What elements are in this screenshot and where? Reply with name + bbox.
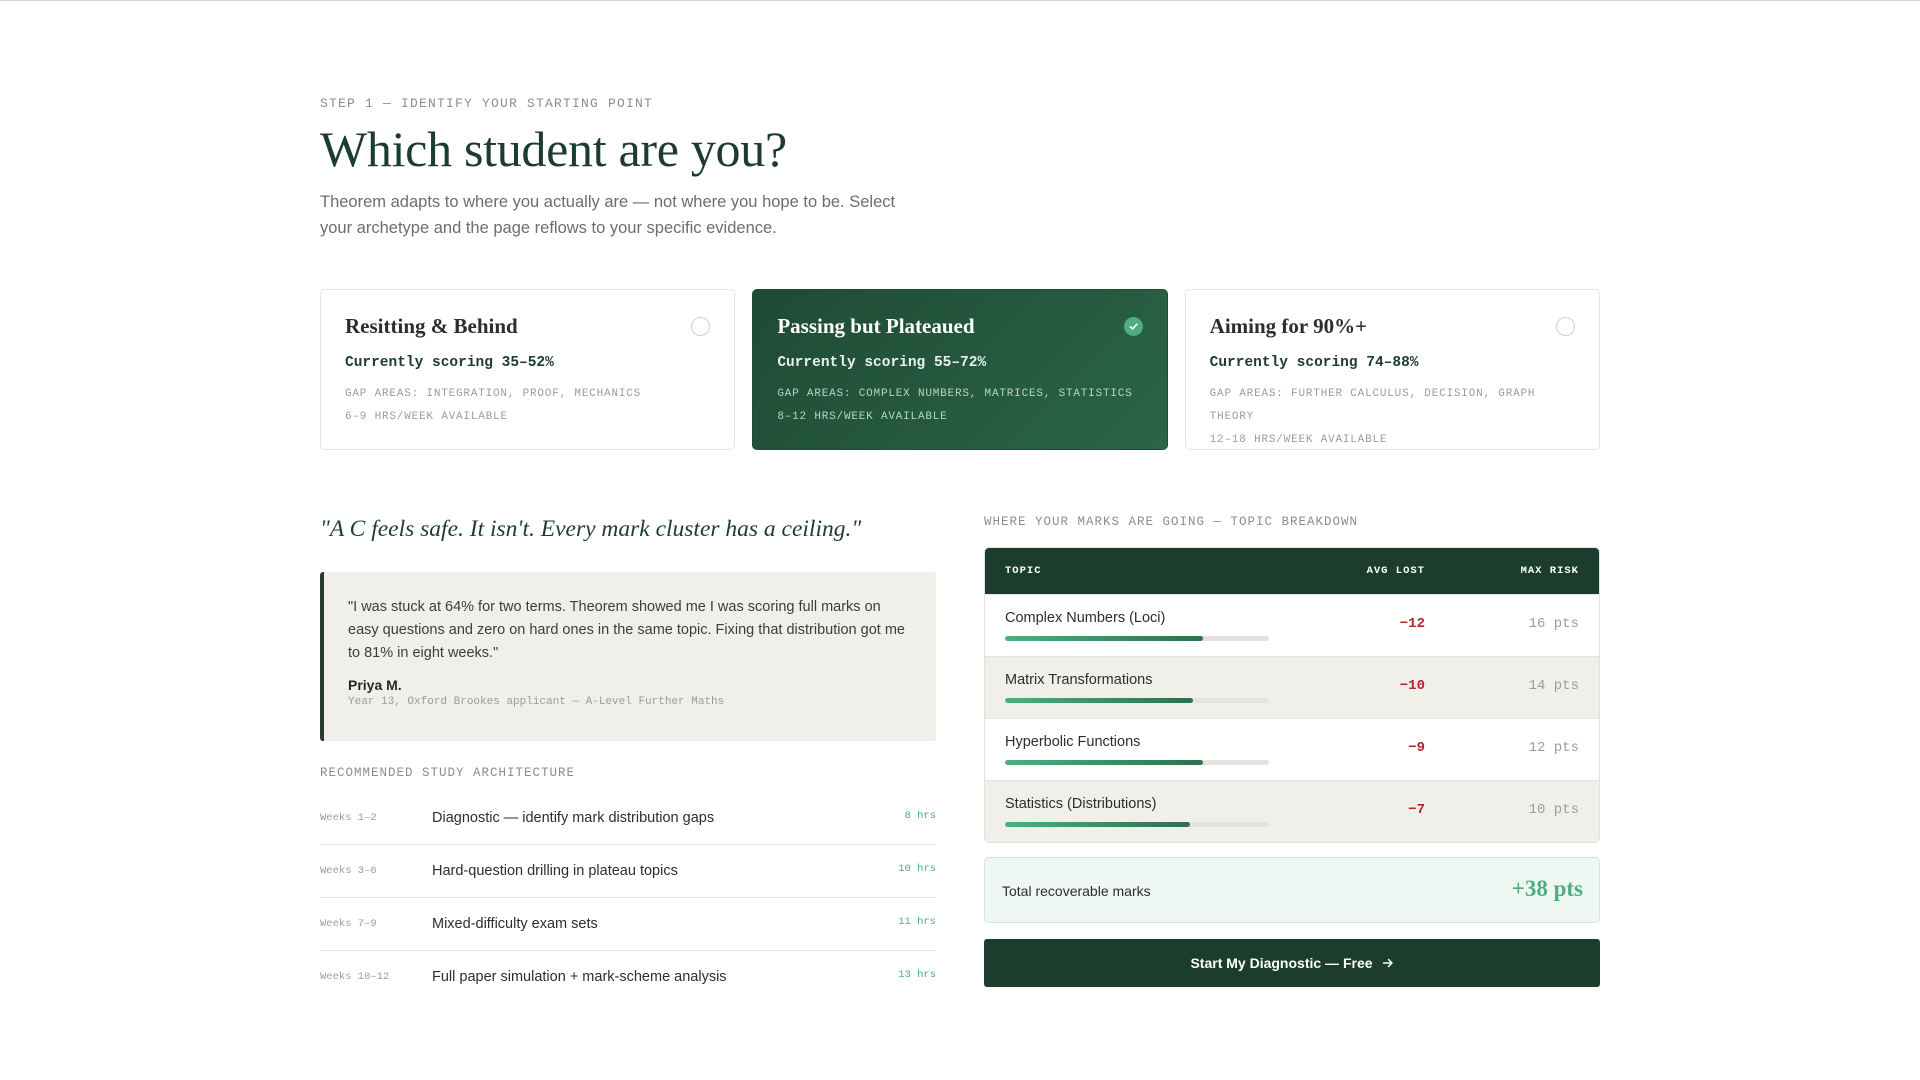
testimonial-card	[320, 572, 936, 741]
total-recoverable-box	[984, 857, 1600, 923]
list-item	[320, 845, 936, 898]
table-row	[985, 780, 1599, 842]
phase-hours: 10 hrs	[898, 863, 936, 875]
total-value: +38 pts	[1511, 876, 1583, 901]
archetype-score: Currently scoring 55–72%	[777, 355, 987, 371]
max-risk-value: 10 pts	[1528, 802, 1579, 818]
archetype-gaps: GAP AREAS: FURTHER CALCULUS, DECISION, GRAPH THEORY	[1209, 388, 1536, 423]
avg-lost-value: −9	[1408, 740, 1425, 756]
avg-lost-value: −10	[1399, 678, 1425, 694]
column-header-avg-lost: AVG LOST	[1366, 565, 1425, 577]
radio-unchecked-icon[interactable]	[1556, 317, 1575, 336]
archetype-card-plateaued[interactable]	[752, 289, 1167, 450]
archetype-hours: 8–12 HRS/WEEK AVAILABLE	[777, 411, 948, 423]
weeks-label: Weeks 1–2	[320, 812, 377, 824]
topic-breakdown-table	[984, 547, 1600, 843]
weeks-label: Weeks 3–6	[320, 865, 377, 877]
phase-description: Mixed-difficulty exam sets	[432, 916, 598, 932]
testimonial-author: Priya M.	[348, 677, 402, 693]
archetype-card-resitting[interactable]	[320, 289, 735, 450]
breakdown-title: WHERE YOUR MARKS ARE GOING — TOPIC BREAKDOWN	[984, 515, 1359, 529]
archetype-card-aiming[interactable]	[1185, 289, 1600, 450]
study-architecture-title: RECOMMENDED STUDY ARCHITECTURE	[320, 766, 576, 780]
loss-bar	[1005, 636, 1269, 641]
topic-name: Complex Numbers (Loci)	[1005, 610, 1166, 626]
archetype-hours: 12–18 HRS/WEEK AVAILABLE	[1209, 434, 1388, 446]
study-architecture-list	[320, 792, 936, 1004]
loss-bar-fill	[1005, 822, 1190, 827]
table-row	[985, 718, 1599, 780]
avg-lost-value: −7	[1408, 802, 1425, 818]
step-label: STEP 1 — IDENTIFY YOUR STARTING POINT	[320, 96, 654, 111]
loss-bar-fill	[1005, 760, 1203, 765]
table-row	[985, 594, 1599, 656]
phase-description: Hard-question drilling in plateau topics	[432, 863, 678, 879]
archetype-title: Resitting & Behind	[345, 314, 518, 338]
phase-hours: 13 hrs	[898, 969, 936, 981]
max-risk-value: 16 pts	[1528, 616, 1579, 632]
table-row	[985, 656, 1599, 718]
total-label: Total recoverable marks	[1002, 883, 1151, 899]
archetype-hours: 6–9 HRS/WEEK AVAILABLE	[345, 411, 508, 423]
loss-bar-fill	[1005, 636, 1203, 641]
phase-description: Diagnostic — identify mark distribution gaps	[432, 810, 715, 826]
top-divider	[0, 0, 1920, 1]
loss-bar	[1005, 760, 1269, 765]
phase-hours: 8 hrs	[904, 810, 936, 822]
check-circle-icon[interactable]	[1124, 317, 1143, 336]
phase-hours: 11 hrs	[898, 916, 936, 928]
archetype-gaps: GAP AREAS: COMPLEX NUMBERS, MATRICES, STATISTICS	[777, 388, 1133, 400]
topic-name: Hyperbolic Functions	[1005, 734, 1141, 750]
list-item	[320, 951, 936, 1004]
topic-name: Matrix Transformations	[1005, 672, 1153, 688]
cta-label: Start My Diagnostic — Free	[1190, 955, 1373, 971]
archetype-title: Aiming for 90%+	[1209, 314, 1368, 338]
pull-quote: "A C feels safe. It isn't. Every mark cluster has a ceiling."	[320, 516, 862, 542]
table-header	[985, 548, 1599, 594]
topic-name: Statistics (Distributions)	[1005, 796, 1157, 812]
avg-lost-value: −12	[1399, 616, 1425, 632]
weeks-label: Weeks 10–12	[320, 971, 390, 983]
archetype-score: Currently scoring 74–88%	[1209, 355, 1419, 371]
archetype-meta	[1210, 383, 1575, 452]
testimonial-text: "I was stuck at 64% for two terms. Theorem showed me I was scoring full marks on easy questions and zero on hard ones in the same topic. Fixing that distribution got me to 81% in eight weeks."	[348, 599, 905, 661]
list-item	[320, 792, 936, 845]
loss-bar	[1005, 822, 1269, 827]
archetype-meta	[345, 383, 710, 429]
archetype-gaps: GAP AREAS: INTEGRATION, PROOF, MECHANICS	[345, 388, 642, 400]
column-header-max-risk: MAX RISK	[1520, 565, 1579, 577]
max-risk-value: 12 pts	[1528, 740, 1579, 756]
archetype-title: Passing but Plateaued	[777, 314, 975, 338]
testimonial-role: Year 13, Oxford Brookes applicant — A-Level Further Maths	[348, 696, 725, 708]
max-risk-value: 14 pts	[1528, 678, 1579, 694]
weeks-label: Weeks 7–9	[320, 918, 377, 930]
column-header-topic: TOPIC	[1005, 565, 1042, 577]
phase-description: Full paper simulation + mark-scheme analysis	[432, 969, 727, 985]
archetype-meta	[777, 383, 1142, 429]
page-description: Theorem adapts to where you actually are — not where you hope to be. Select your archetype and the page reflows to your specific evidence.	[320, 193, 896, 237]
archetype-selector	[320, 289, 1600, 450]
loss-bar-fill	[1005, 698, 1193, 703]
arrow-right-icon	[1382, 957, 1394, 969]
start-diagnostic-button[interactable]	[984, 939, 1600, 987]
loss-bar	[1005, 698, 1269, 703]
page-title: Which student are you?	[320, 121, 787, 177]
archetype-score: Currently scoring 35–52%	[345, 355, 554, 371]
list-item	[320, 898, 936, 951]
